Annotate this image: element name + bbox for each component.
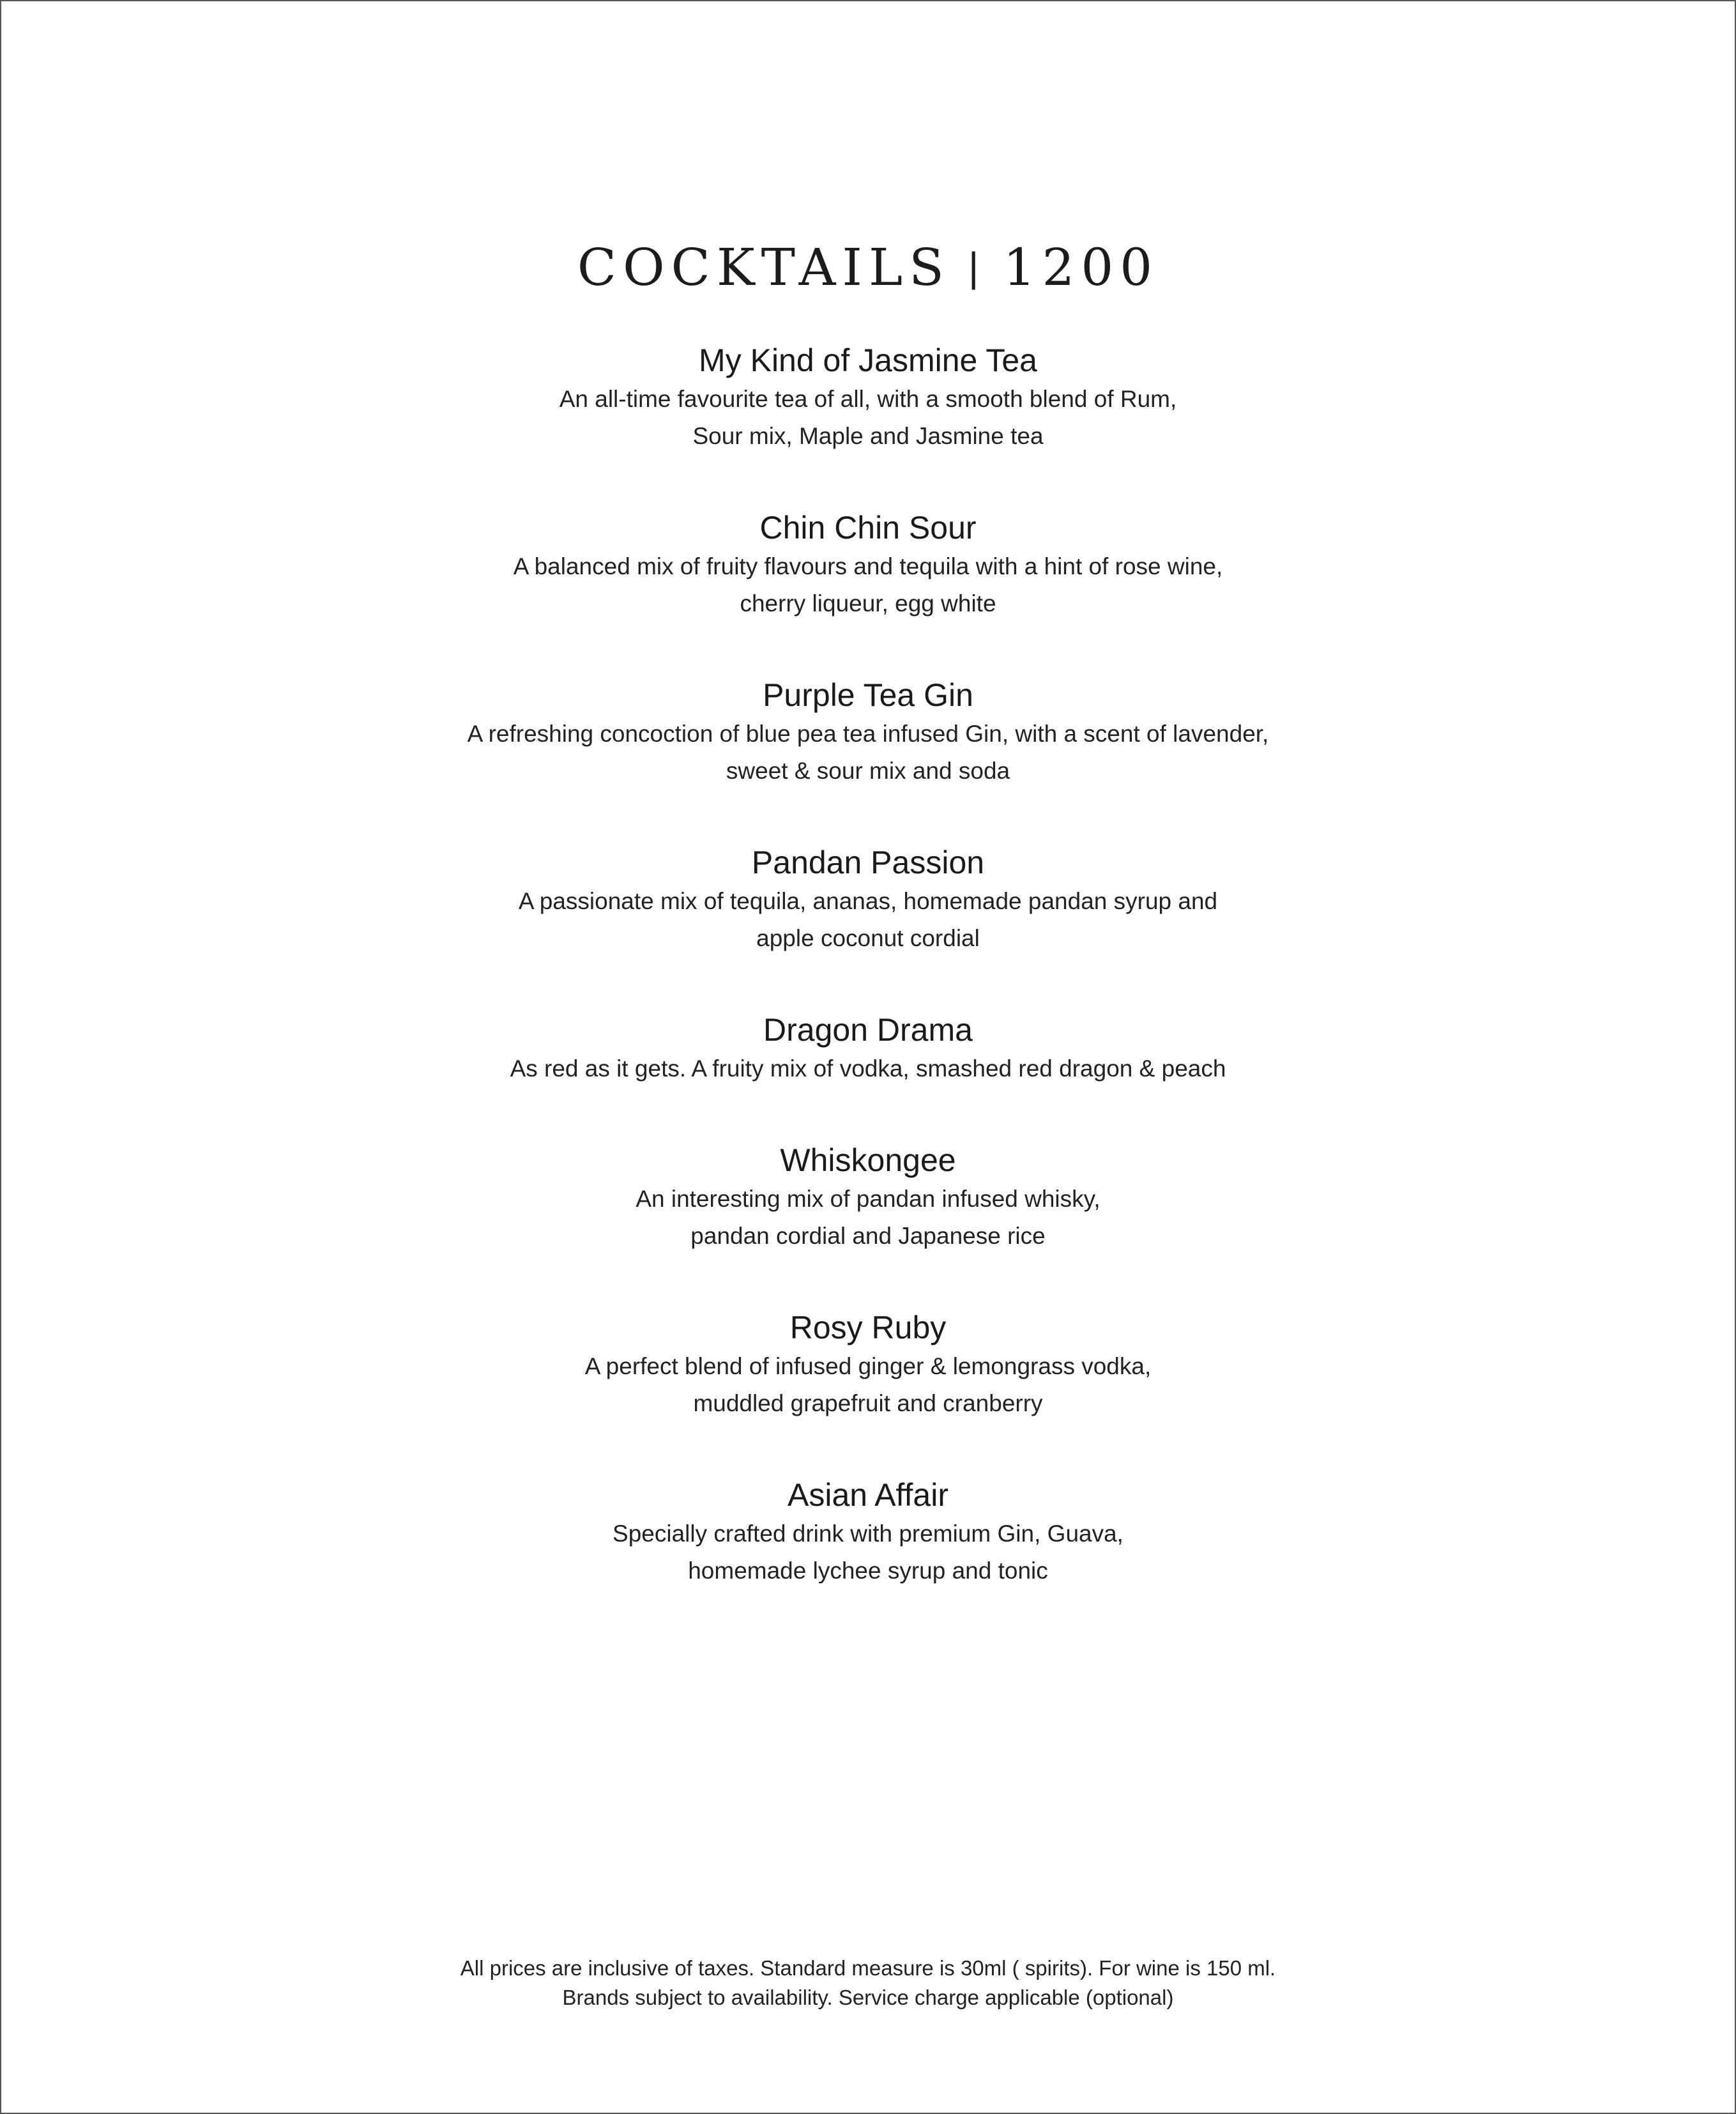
item-description-line: pandan cordial and Japanese rice — [690, 1223, 1046, 1249]
title-price: 1200 — [1003, 238, 1159, 297]
item-name: Dragon Drama — [763, 1012, 973, 1048]
item-description-line: A balanced mix of fruity flavours and tequila with a hint of rose wine, — [513, 553, 1223, 579]
item-description-line: A refreshing concoction of blue pea tea infused Gin, with a scent of lavender, — [467, 721, 1269, 747]
item-name: Pandan Passion — [751, 845, 985, 880]
item-description-line: cherry liqueur, egg white — [740, 590, 996, 617]
item-name: Rosy Ruby — [789, 1310, 947, 1345]
item-description-line: An all-time favourite tea of all, with a smooth blend of Rum, — [559, 386, 1177, 412]
menu-item — [1, 675, 1735, 790]
item-description-line: Sour mix, Maple and Jasmine tea — [692, 423, 1044, 449]
item-description-line: homemade lychee syrup and tonic — [688, 1558, 1048, 1584]
item-name: My Kind of Jasmine Tea — [699, 342, 1037, 378]
menu-item — [1, 1474, 1735, 1589]
footer-line: All prices are inclusive of taxes. Standard measure is 30ml ( spirits). For wine is 150 ml. — [460, 1956, 1276, 1980]
menu-item — [1, 842, 1735, 957]
footer-note — [1, 1954, 1735, 2012]
item-description-line: A passionate mix of tequila, ananas, homemade pandan syrup and — [518, 888, 1218, 914]
item-description-line: apple coconut cordial — [756, 925, 980, 951]
item-description-line: An interesting mix of pandan infused whisky, — [636, 1186, 1100, 1212]
item-name: Asian Affair — [787, 1477, 948, 1513]
title-separator: | — [968, 244, 986, 290]
item-name: Purple Tea Gin — [763, 677, 973, 713]
item-name: Whiskongee — [780, 1142, 956, 1178]
title-text: COCKTAILS — [577, 238, 950, 297]
menu-item — [1, 1307, 1735, 1422]
item-description-line: sweet & sour mix and soda — [726, 758, 1010, 784]
page-title — [1, 238, 1735, 297]
item-description-line: As red as it gets. A fruity mix of vodka, smashed red dragon & peach — [510, 1055, 1226, 1082]
item-description-line: Specially crafted drink with premium Gin, Guava, — [613, 1520, 1123, 1547]
item-name: Chin Chin Sour — [759, 510, 977, 546]
cocktail-list — [1, 340, 1735, 1642]
menu-item — [1, 507, 1735, 622]
menu-item — [1, 1009, 1735, 1087]
menu-item — [1, 340, 1735, 455]
item-description-line: A perfect blend of infused ginger & lemongrass vodka, — [584, 1353, 1152, 1379]
menu-item — [1, 1140, 1735, 1255]
footer-line: Brands subject to availability. Service charge applicable (optional) — [562, 1986, 1174, 2009]
item-description-line: muddled grapefruit and cranberry — [693, 1390, 1043, 1416]
